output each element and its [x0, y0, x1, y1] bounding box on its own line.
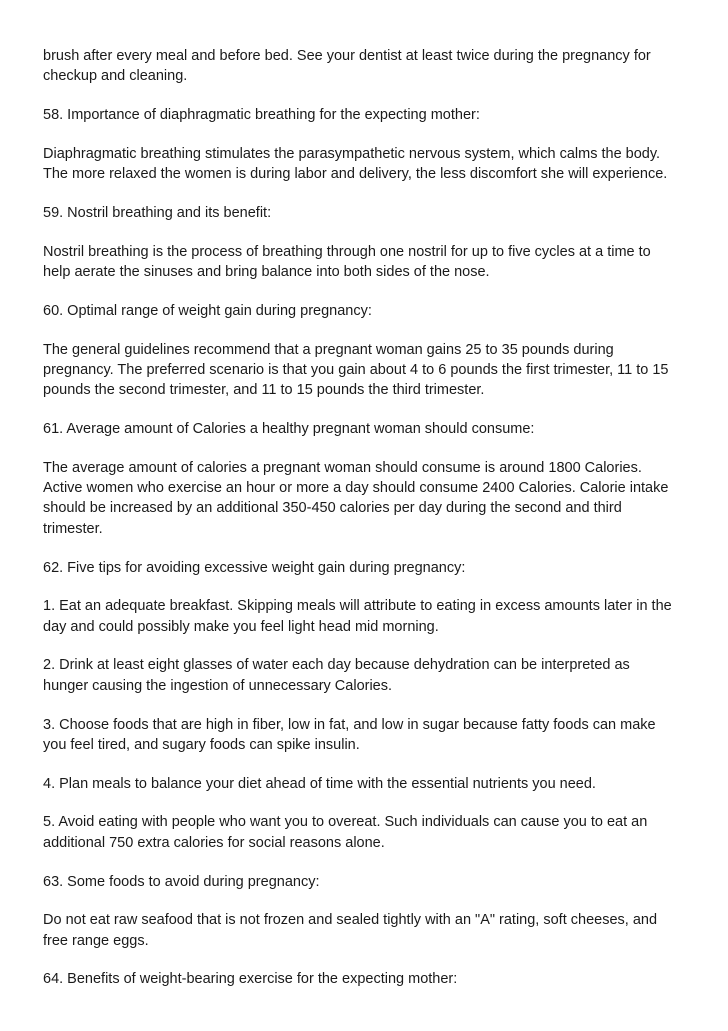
paragraph: [43, 458, 693, 539]
text-line: The general guidelines recommend that a pregnant woman gains 25 to 35 pounds during: [43, 341, 614, 358]
text-line: trimester.: [43, 520, 103, 537]
paragraph: [43, 242, 693, 283]
document-page: [43, 46, 693, 1008]
paragraph: [43, 46, 693, 87]
section-heading: [43, 558, 693, 578]
text-line: 4. Plan meals to balance your diet ahead of time with the essential nutrients you need.: [43, 775, 596, 792]
paragraph: [43, 655, 693, 696]
section-heading: [43, 969, 693, 989]
paragraph: [43, 596, 693, 637]
paragraph: [43, 774, 693, 794]
text-line: free range eggs.: [43, 932, 149, 949]
text-line: you feel tired, and sugary foods can spike insulin.: [43, 736, 360, 753]
text-line: pounds the second trimester, and 11 to 15 pounds the third trimester.: [43, 382, 485, 399]
section-heading: [43, 301, 693, 321]
text-line: Active women who exercise an hour or more a day should consume 2400 Calories. Calorie intake: [43, 480, 669, 497]
text-line: 62. Five tips for avoiding excessive weight gain during pregnancy:: [43, 559, 466, 576]
section-heading: [43, 105, 693, 125]
text-line: The average amount of calories a pregnant woman should consume is around 1800 Calories.: [43, 459, 642, 476]
text-line: Diaphragmatic breathing stimulates the parasympathetic nervous system, which calms the body.: [43, 145, 661, 162]
paragraph: [43, 715, 693, 756]
text-line: additional 750 extra calories for social reasons alone.: [43, 834, 385, 851]
text-line: should be increased by an additional 350-450 calories per day during the second and third: [43, 500, 622, 517]
text-line: 3. Choose foods that are high in fiber, low in fat, and low in sugar because fatty foods can make: [43, 716, 656, 733]
text-line: 5. Avoid eating with people who want you to overeat. Such individuals can cause you to eat an: [43, 814, 648, 831]
text-line: The more relaxed the women is during labor and delivery, the less discomfort she will experience.: [43, 166, 668, 183]
text-line: brush after every meal and before bed. See your dentist at least twice during the pregnancy for: [43, 48, 651, 64]
text-line: 61. Average amount of Calories a healthy pregnant woman should consume:: [43, 421, 535, 438]
text-line: 63. Some foods to avoid during pregnancy:: [43, 873, 320, 890]
text-line: 1. Eat an adequate breakfast. Skipping meals will attribute to eating in excess amounts later in the: [43, 598, 672, 615]
text-line: 60. Optimal range of weight gain during pregnancy:: [43, 302, 372, 319]
section-heading: [43, 419, 693, 439]
paragraph: [43, 144, 693, 185]
text-line: 64. Benefits of weight-bearing exercise for the expecting mother:: [43, 971, 458, 988]
text-line: pregnancy. The preferred scenario is that you gain about 4 to 6 pounds the first trimester, 11 to 15: [43, 361, 669, 378]
section-heading: [43, 872, 693, 892]
text-line: Nostril breathing is the process of breathing through one nostril for up to five cycles at a time to: [43, 243, 651, 260]
section-heading: [43, 203, 693, 223]
text-line: help aerate the sinuses and bring balance into both sides of the nose.: [43, 264, 490, 281]
paragraph: [43, 340, 693, 401]
text-line: day and could possibly make you feel light head mid morning.: [43, 618, 439, 635]
text-line: checkup and cleaning.: [43, 68, 188, 85]
text-line: 2. Drink at least eight glasses of water each day because dehydration can be interpreted as: [43, 657, 630, 674]
text-line: hunger causing the ingestion of unnecessary Calories.: [43, 677, 393, 694]
paragraph: [43, 910, 693, 951]
text-line: 58. Importance of diaphragmatic breathing for the expecting mother:: [43, 107, 480, 124]
paragraph: [43, 812, 693, 853]
text-line: Do not eat raw seafood that is not frozen and sealed tightly with an "A" rating, soft cheeses, and: [43, 912, 658, 929]
text-line: 59. Nostril breathing and its benefit:: [43, 204, 272, 221]
